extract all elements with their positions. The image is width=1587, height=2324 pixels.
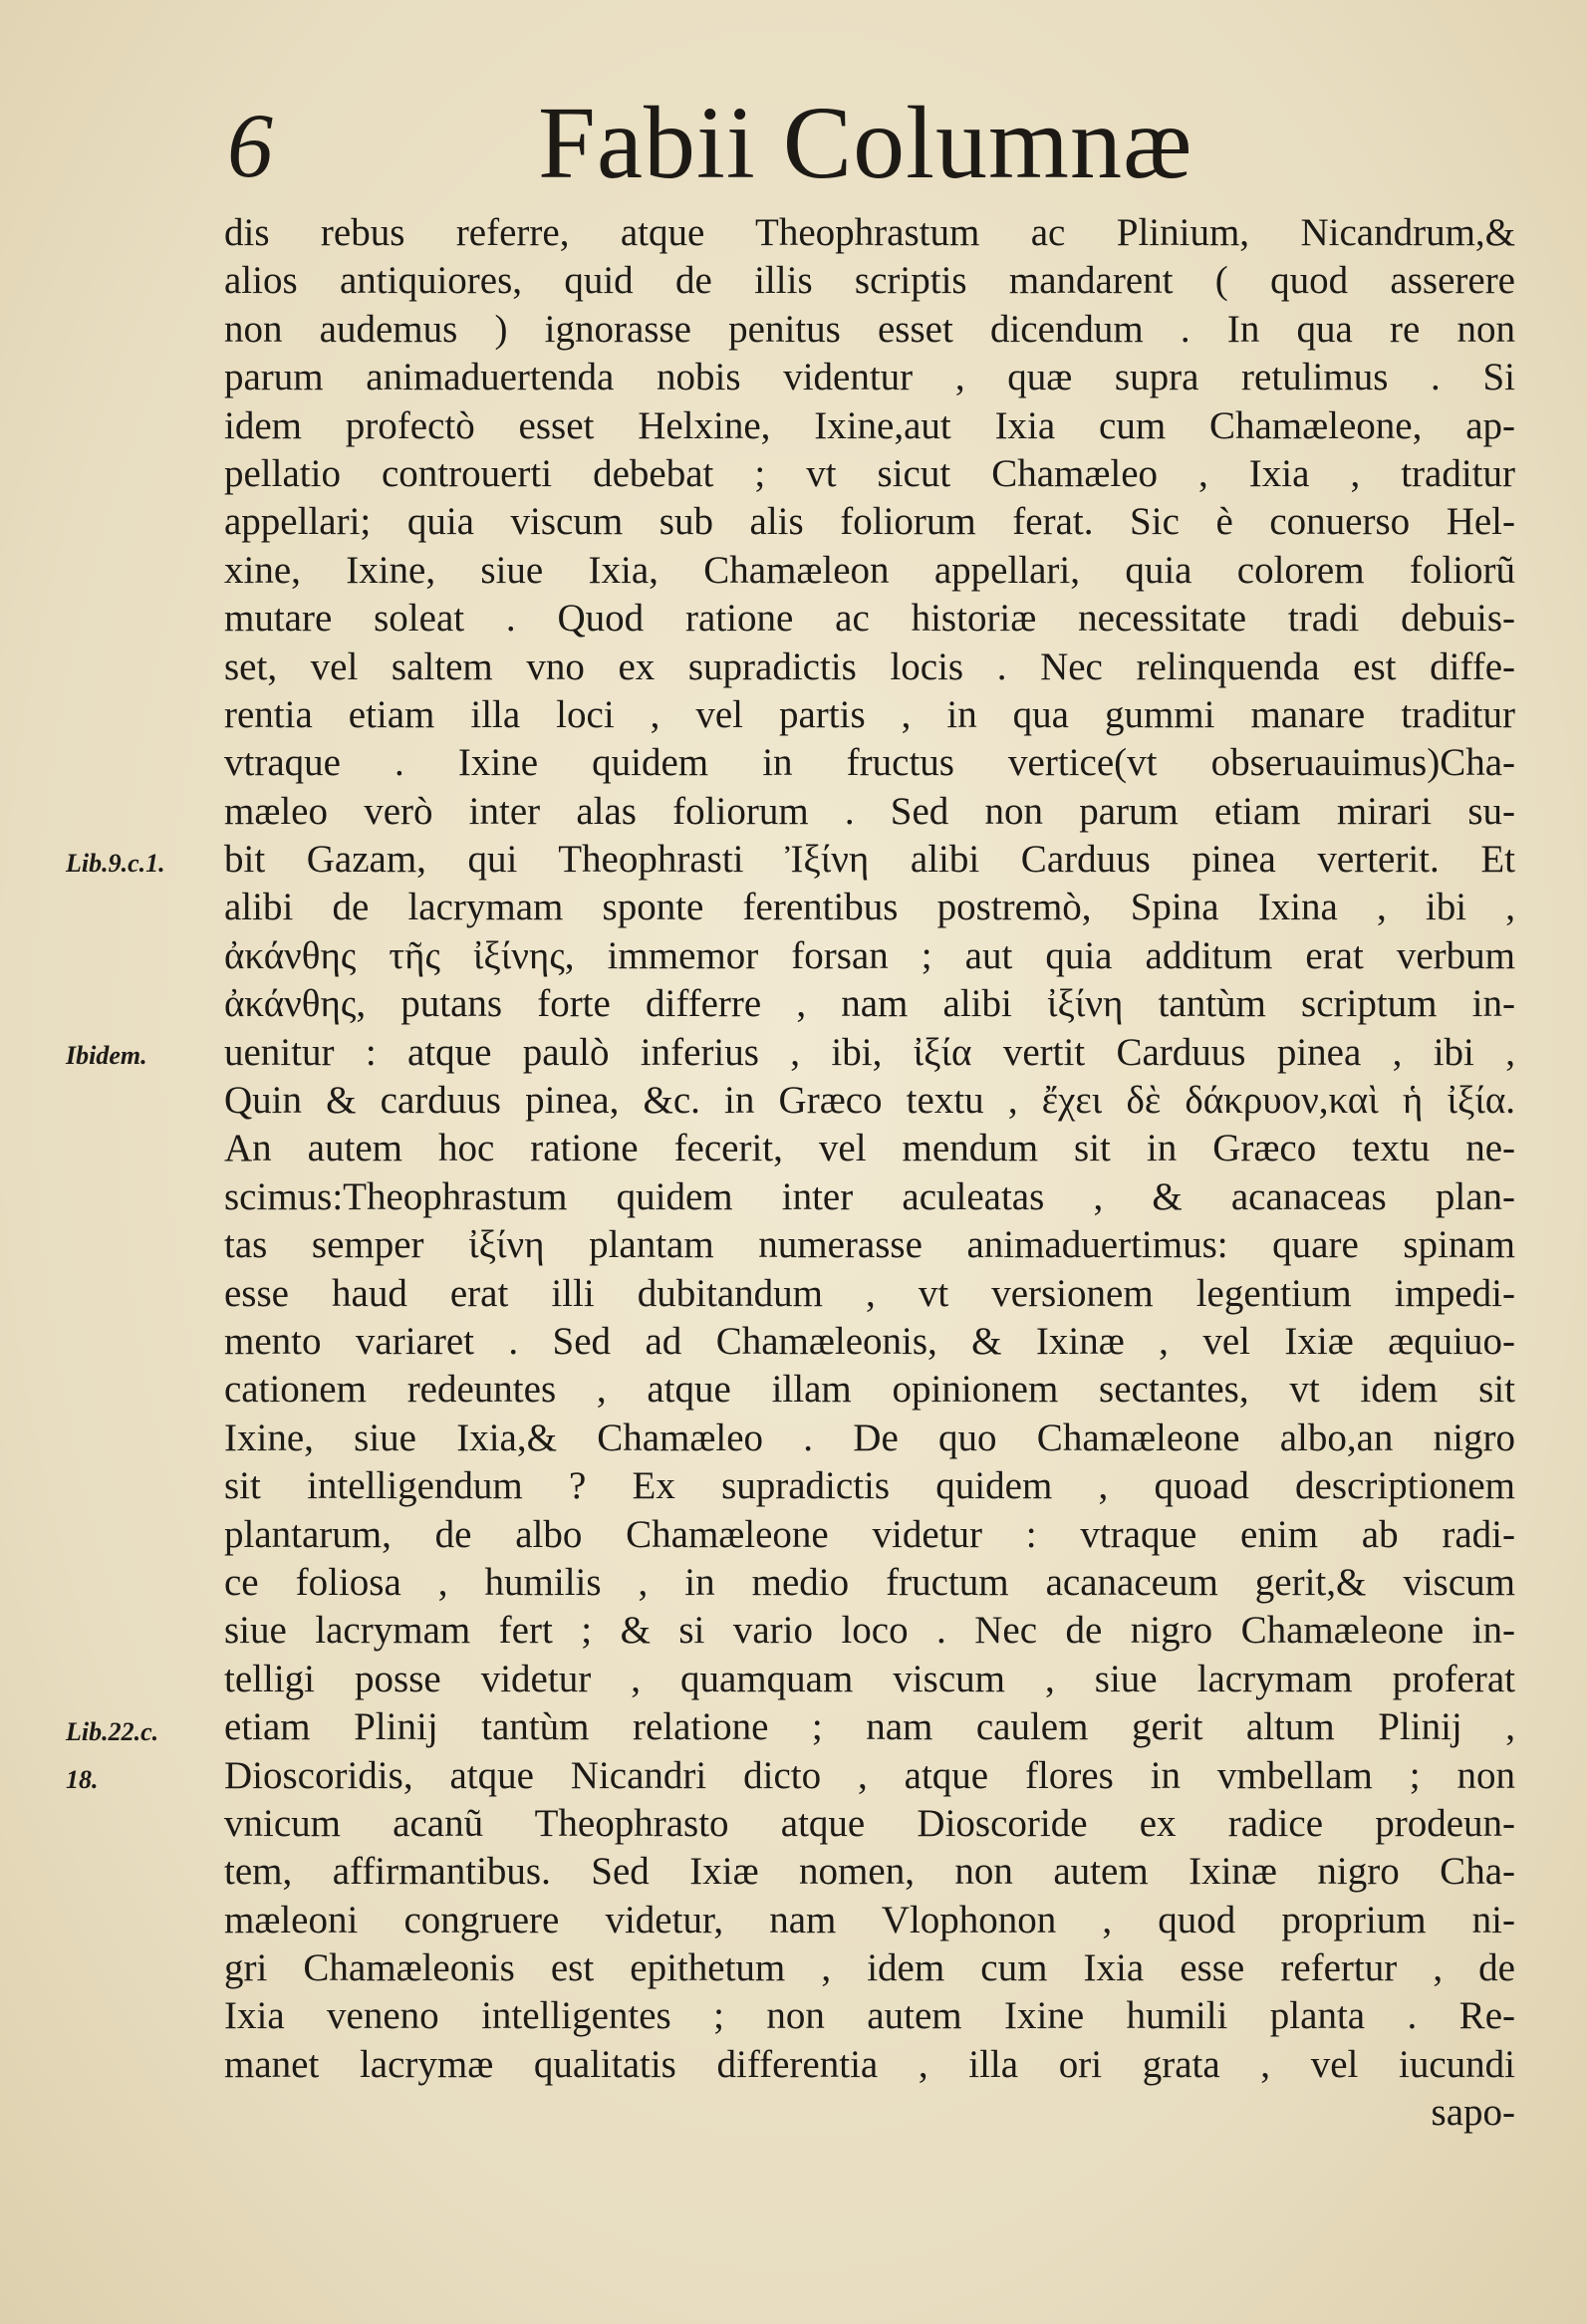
text-line: pellatio controuerti debebat ; vt sicut Chamæleo , Ixia , traditur (224, 451, 1515, 495)
margin-note: Lib.22.c. (66, 1717, 159, 1746)
margin-note: 18. (66, 1765, 99, 1794)
text-line: Ixia veneno intelligentes ; non autem Ixine humili planta . Re- (224, 1994, 1515, 2038)
text-line: alios antiquiores, quid de illis scriptis mandarent ( quod asserere (224, 259, 1515, 303)
margin-note: Lib.9.c.1. (66, 849, 165, 878)
text-line: mæleoni congruere videtur, nam Vlophonon , quod proprium ni- (224, 1898, 1515, 1941)
text-line: uenitur : atque paulò inferius , ibi, ἰξία vertit Carduus pinea , ibi , (224, 1030, 1515, 1074)
text-line: siue lacrymam fert ; & si vario loco . Nec de nigro Chamæleone in- (224, 1609, 1515, 1653)
running-head: Fabii Columnæ (538, 86, 1193, 200)
text-line: mæleo verò inter alas foliorum . Sed non parum etiam mirari su- (224, 789, 1515, 833)
text-line: telligi posse videtur , quamquam viscum , siue lacrymam proferat (224, 1657, 1515, 1700)
text-line: Dioscoridis, atque Nicandri dicto , atque flores in vmbellam ; non (224, 1753, 1515, 1797)
text-line: rentia etiam illa loci , vel partis , in qua gummi manare traditur (224, 692, 1515, 736)
text-line: alibi de lacrymam sponte ferentibus postremò, Spina Ixina , ibi , (224, 886, 1515, 929)
text-line: scimus:Theophrastum quidem inter aculeatas , & acanaceas plan- (224, 1174, 1515, 1218)
text-line: vtraque . Ixine quidem in fructus vertice(vt obseruauimus)Cha- (224, 741, 1515, 785)
text-line: sit intelligendum ? Ex supradictis quidem , quoad descriptionem (224, 1464, 1515, 1508)
text-line: parum animaduertenda nobis videntur , quæ supra retulimus . Si (224, 356, 1515, 399)
text-line: xine, Ixine, siue Ixia, Chamæleon appellari, quia colorem foliorũ (224, 548, 1515, 592)
text-line: tas semper ἰξίνη plantam numerasse animaduertimus: quare spinam (224, 1223, 1515, 1267)
text-line: An autem hoc ratione fecerit, vel mendum sit in Græco textu ne- (224, 1127, 1515, 1170)
text-line: gri Chamæleonis est epithetum , idem cum Ixia esse refertur , de (224, 1946, 1515, 1990)
body-text (224, 209, 1515, 2138)
text-line: appellari; quia viscum sub alis foliorum ferat. Sic è conuerso Hel- (224, 500, 1515, 544)
text-line: vnicum acanũ Theophrasto atque Dioscoride ex radice prodeun- (224, 1801, 1515, 1845)
text-line: Quin & carduus pinea, &c. in Græco textu , ἔχει δὲ δάκρυον,καὶ ἡ ἰξία. (224, 1079, 1515, 1123)
text-line: etiam Plinij tantùm relatione ; nam caulem gerit altum Plinij , (224, 1705, 1515, 1749)
text-line: set, vel saltem vno ex supradictis locis . Nec relinquenda est diffe- (224, 645, 1515, 688)
text-line: non audemus ) ignorasse penitus esset dicendum . In qua re non (224, 307, 1515, 351)
text-line: manet lacrymæ qualitatis differentia , illa ori grata , vel iucundi (224, 2042, 1515, 2086)
text-line: ce foliosa , humilis , in medio fructum acanaceum gerit,& viscum (224, 1560, 1515, 1604)
text-line: bit Gazam, qui Theophrasti Ἰξίνη alibi Carduus pinea verterit. Et (224, 838, 1515, 882)
text-line: dis rebus referre, atque Theophrastum ac Plinium, Nicandrum,& (224, 211, 1515, 254)
text-line: ἀκάνθης, putans forte differre , nam alibi ἰξίνη tantùm scriptum in- (224, 982, 1515, 1026)
text-line: mento variaret . Sed ad Chamæleonis, & Ixinæ , vel Ixiæ æquiuo- (224, 1319, 1515, 1363)
catchword: sapo- (1431, 2091, 1515, 2135)
text-line: ἀκάνθης τῆς ἰξίνης, immemor forsan ; aut quia additum erat verbum (224, 933, 1515, 977)
text-line: idem profectò esset Helxine, Ixine,aut Ixia cum Chamæleone, ap- (224, 403, 1515, 447)
text-line: esse haud erat illi dubitandum , vt versionem legentium impedi- (224, 1271, 1515, 1315)
text-line: Ixine, siue Ixia,& Chamæleo . De quo Chamæleone albo,an nigro (224, 1416, 1515, 1459)
text-line: mutare soleat . Quod ratione ac historiæ necessitate tradi debuis- (224, 597, 1515, 641)
text-line: plantarum, de albo Chamæleone videtur : vtraque enim ab radi- (224, 1512, 1515, 1556)
text-line: tem, affirmantibus. Sed Ixiæ nomen, non autem Ixinæ nigro Cha- (224, 1850, 1515, 1894)
page-number: 6 (227, 95, 273, 196)
margin-note: Ibidem. (66, 1041, 147, 1070)
text-line: cationem redeuntes , atque illam opinionem sectantes, vt idem sit (224, 1368, 1515, 1412)
